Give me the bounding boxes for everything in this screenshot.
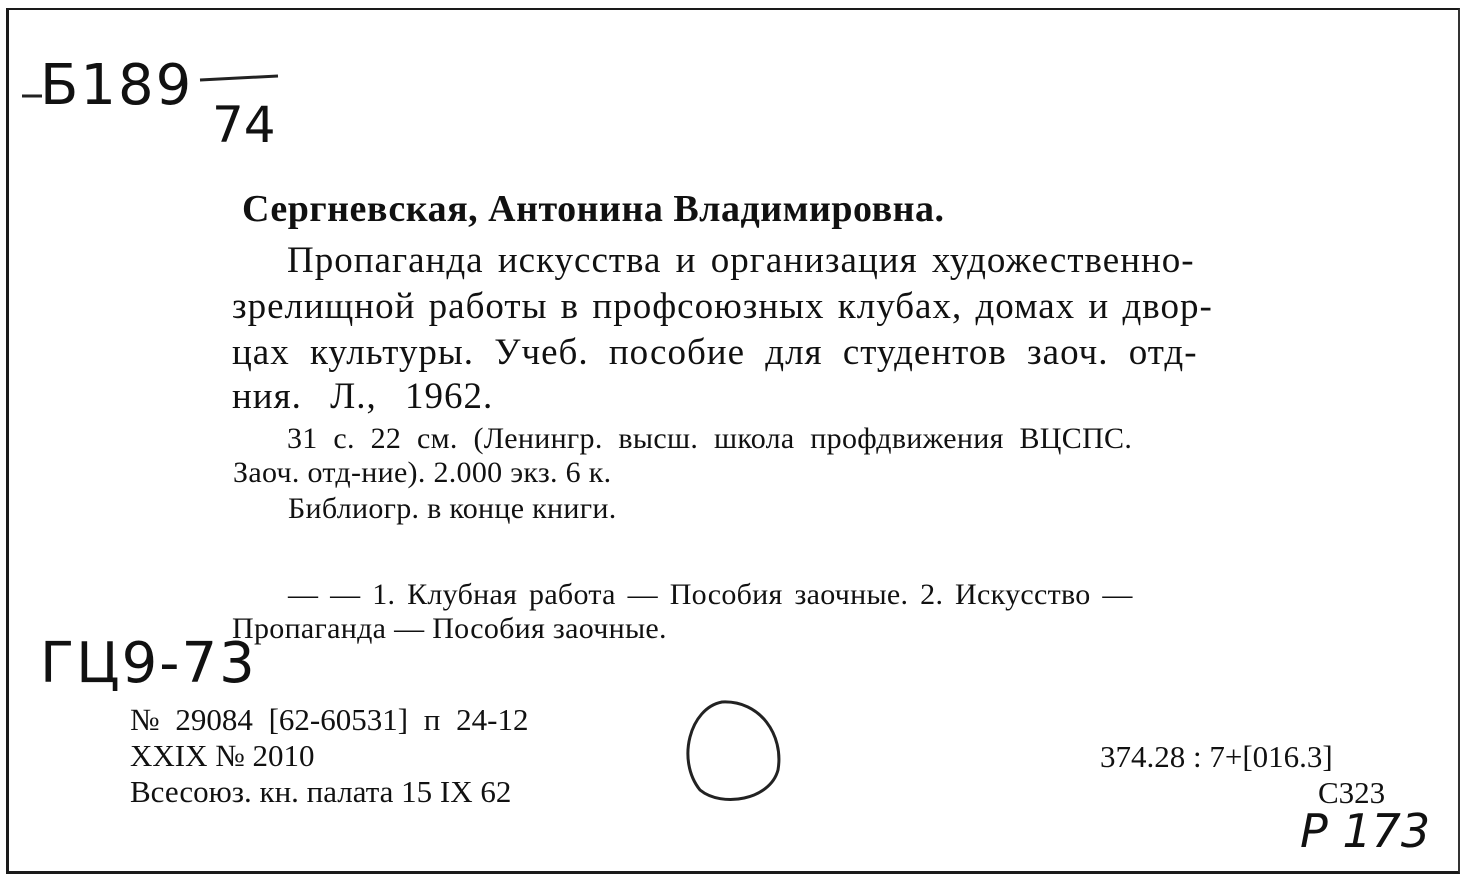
card-number-line: № 29084 [62-60531] п 24-12 [130,702,529,737]
fraction-bar [200,76,278,80]
subjects-line-1: — — 1. Клубная работа — Пособия заочные. 2. Искусство — [288,578,1133,611]
title-line-2: зрелищной работы в профсоюзных клубах, домах и двор- [232,286,1213,327]
collation-line-1: 31 с. 22 см. (Ленингр. высш. школа профдвижения ВЦСПС. [287,422,1133,455]
bibliography-note: Библиогр. в конце книги. [288,492,617,525]
title-line-4: ния. Л., 1962. [232,376,494,417]
title-line-3: цах культуры. Учеб. пособие для студентов заоч. отд- [232,332,1198,373]
author-heading: Сергневская, Антонина Владимировна. [242,188,945,230]
author-mark: С323 [1318,775,1386,810]
subjects-line-2: Пропаганда — Пособия заочные. [232,612,667,645]
title-line-1: Пропаганда искусства и организация художественно- [287,240,1195,281]
series-number-line: XXIX № 2010 [130,738,315,773]
publisher-line: Всесоюз. кн. палата 15 IX 62 [130,774,512,809]
stamp-circle [688,702,779,800]
shelfmark-fraction: 74 [212,96,276,154]
handwritten-code: ГЦ9-73 [40,631,257,696]
shelfmark-code: Б189 [40,53,194,118]
classification-index: 374.28 : 7+[016.3] [1100,739,1333,774]
handwritten-number: Р 173 [1300,804,1431,858]
collation-line-2: Заоч. отд-ние). 2.000 экз. 6 к. [233,456,612,489]
